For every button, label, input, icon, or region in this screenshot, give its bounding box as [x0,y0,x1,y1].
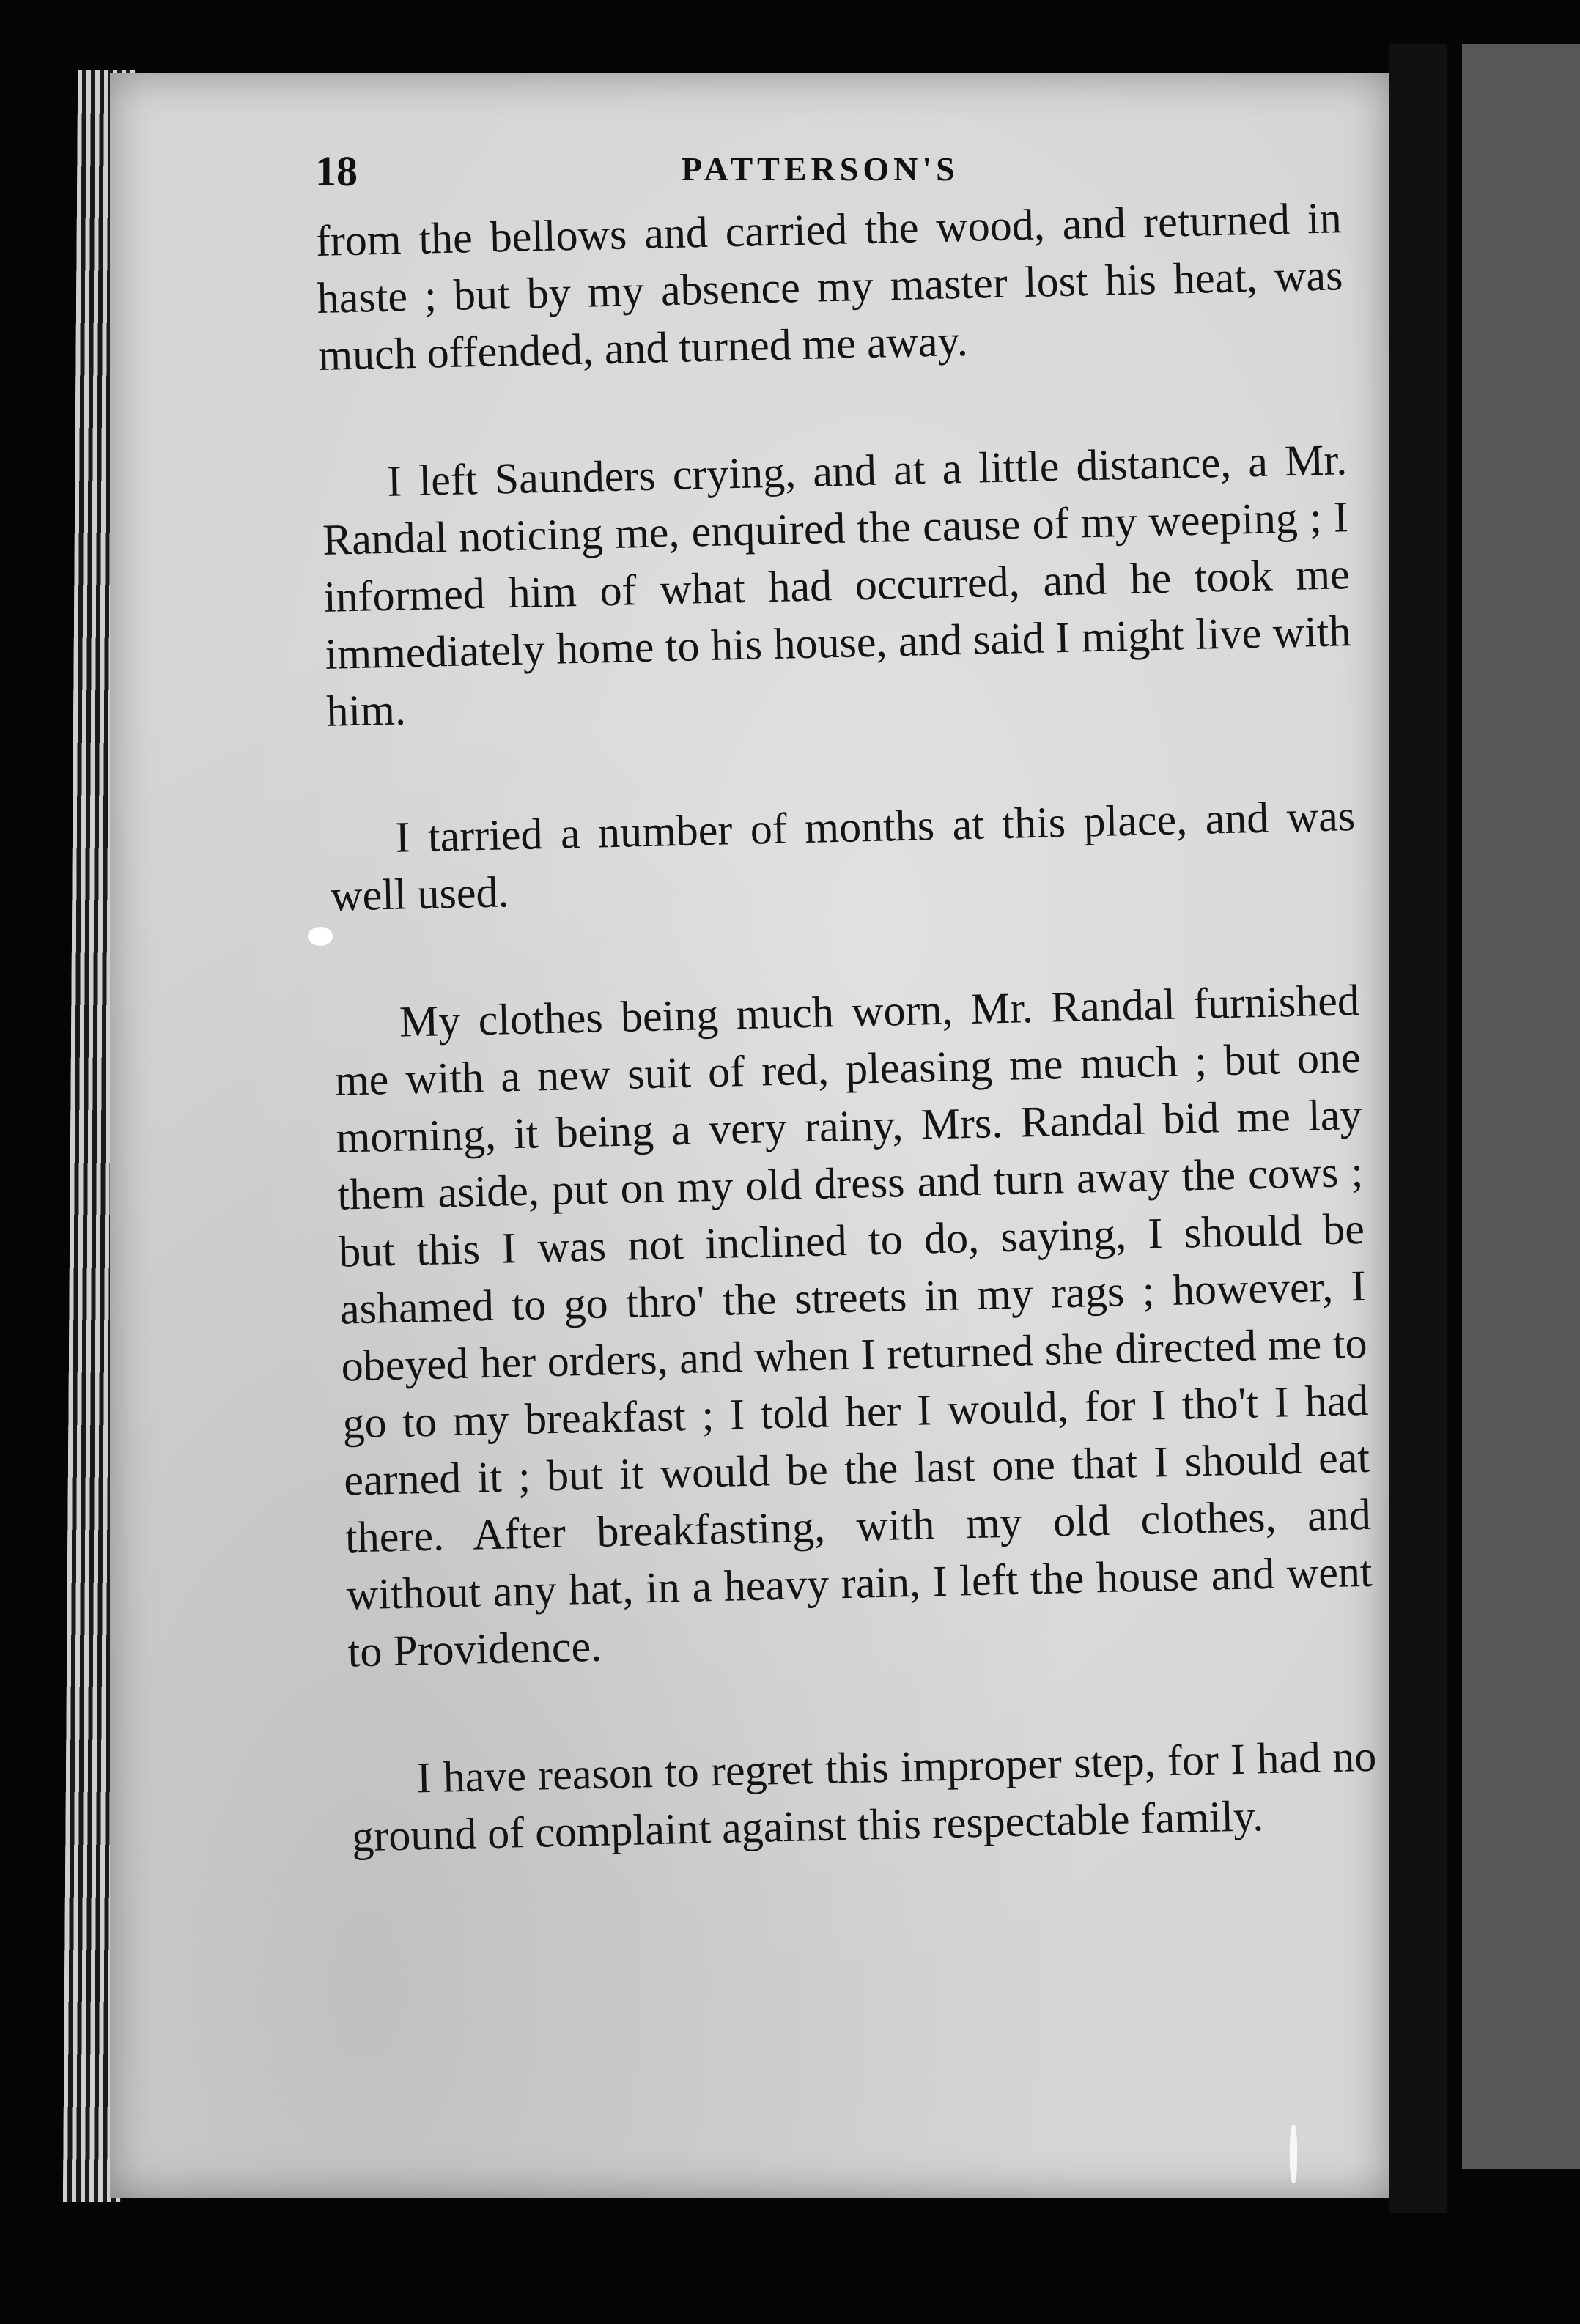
page-header [205,147,1348,198]
paragraph-5: I have reason to regret this improper step, for I had no ground of complaint against this respectable family. [351,1731,1377,1861]
paper-blemish [1290,2125,1297,2183]
binding-gutter [1389,44,1447,2213]
paragraph-1: from the bellows and carried the wood, and returned in haste ; but by my absence my master lost his heat, was much offended, and turned me away. [315,193,1344,380]
paragraph-4: My clothes being much worn, Mr. Randal furnished me with a new suit of red, pleasing me much ; but one morning, it being a very rainy, Mrs. Randal bid me lay them aside, put on my old dress and turn away the cows ; but this I was not inclined to do, saying, I should be ashamed to go thro' the streets in my rags ; however, I obeyed her orders, and when I returned she directed me to go to my breakfast ; I told her I would, for I tho't I had earned it ; but it would be the last one that I should eat there. After breakfasting, with my old clothes, and without any hat, in a heavy rain, I left the house and went to Providence. [334,975,1373,1676]
facing-page-edge [1462,44,1580,2169]
running-head: PATTERSON'S [682,150,959,188]
paragraph-3: I tarried a number of months at this place, and was well used. [330,791,1356,920]
page-number: 18 [315,147,358,195]
body-text [315,189,1380,1935]
paragraph-2: I left Saunders crying, and at a little distance, a Mr. Randal noticing me, enquired the cause of my weeping ; I informed him of what had occurred, and he took me immediately home to his house, and said I might live with him. [322,435,1352,736]
paper-blemish [308,927,333,946]
